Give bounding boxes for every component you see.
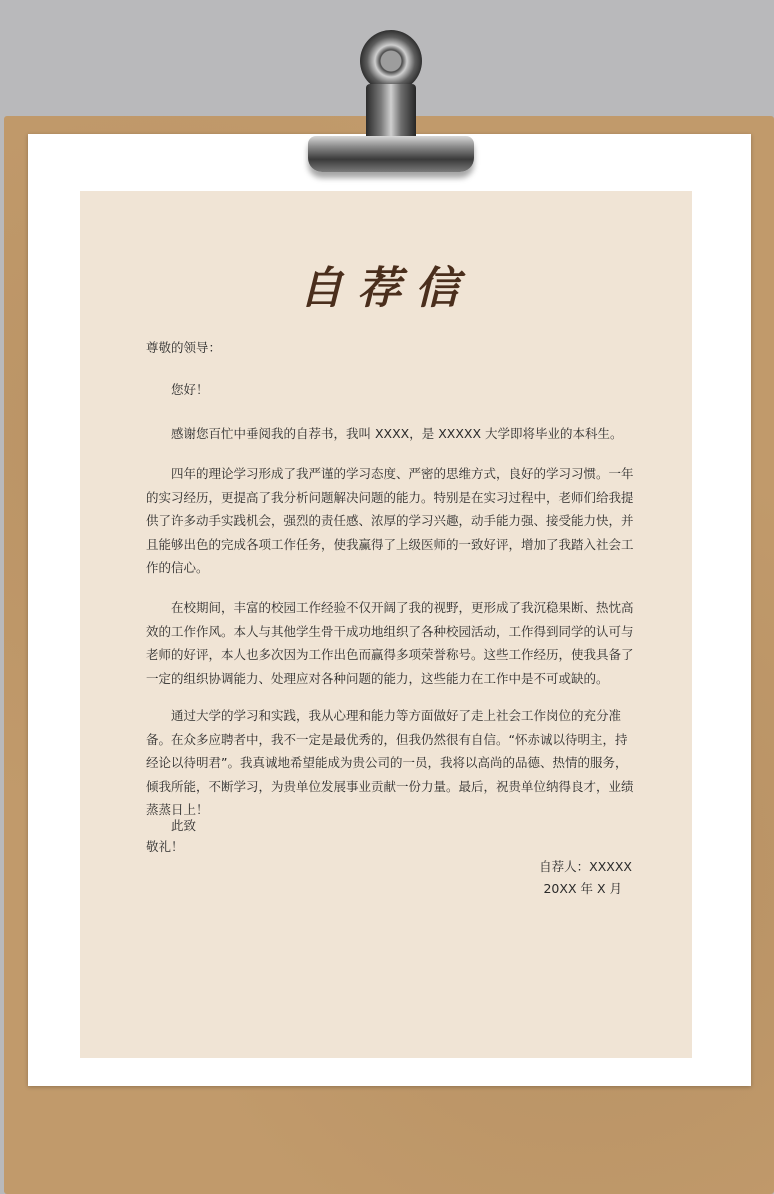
binder-clip-ring-icon xyxy=(360,30,422,92)
signature-name: 自荐人：XXXXX xyxy=(539,859,632,874)
salutation: 尊敬的领导： xyxy=(146,340,222,355)
signature-date: 20XX 年 X 月 xyxy=(543,881,622,896)
closing-line-1: 此致 xyxy=(171,818,197,833)
binder-clip-icon xyxy=(366,84,416,144)
binder-clip-base-icon xyxy=(308,136,474,172)
closing-line-2: 敬礼！ xyxy=(146,839,184,854)
paragraph-study: 四年的理论学习形成了我严谨的学习态度、严密的思维方式，良好的学习习惯。一年的实习经历，更提高了我分析问题解决问题的能力。特别是在实习过程中，老师们给我提供了许多动手实践机会，强烈的责任感、浓厚的学习兴趣，动手能力强、接受能力快，并且能够出色的完成各项工作任务，使我赢得了上级医师的一致好评，增加了我踏入社会工作的信心。 xyxy=(146,466,634,575)
paragraph-campus: 在校期间，丰富的校园工作经验不仅开阔了我的视野，更形成了我沉稳果断、热忱高效的工作作风。本人与其他学生骨干成功地组织了各种校园活动，工作得到同学的认可与老师的好评，本人也多次因为工作出色而赢得多项荣誉称号。这些工作经历，使我具备了一定的组织协调能力、处理应对各种问题的能力，这些能力在工作中是不可或缺的。 xyxy=(146,600,634,686)
paragraph-intro: 感谢您百忙中垂阅我的自荐书，我叫 XXXX，是 XXXXX 大学即将毕业的本科生。 xyxy=(171,426,623,441)
letter-title: 自荐信 xyxy=(299,263,473,314)
paragraph-conclusion: 通过大学的学习和实践，我从心理和能力等方面做好了走上社会工作岗位的充分准备。在众多应聘者中，我不一定是最优秀的，但我仍然很有自信。“怀赤诚以待明主，持经论以待明君”。我真诚地希望能成为贵公司的一员，我将以高尚的品德、热情的服务，倾我所能，不断学习，为贵单位发展事业贡献一份力量。最后，祝贵单位纳得良才，业绩蒸蒸日上！ xyxy=(146,708,634,817)
greeting: 您好！ xyxy=(171,382,209,397)
